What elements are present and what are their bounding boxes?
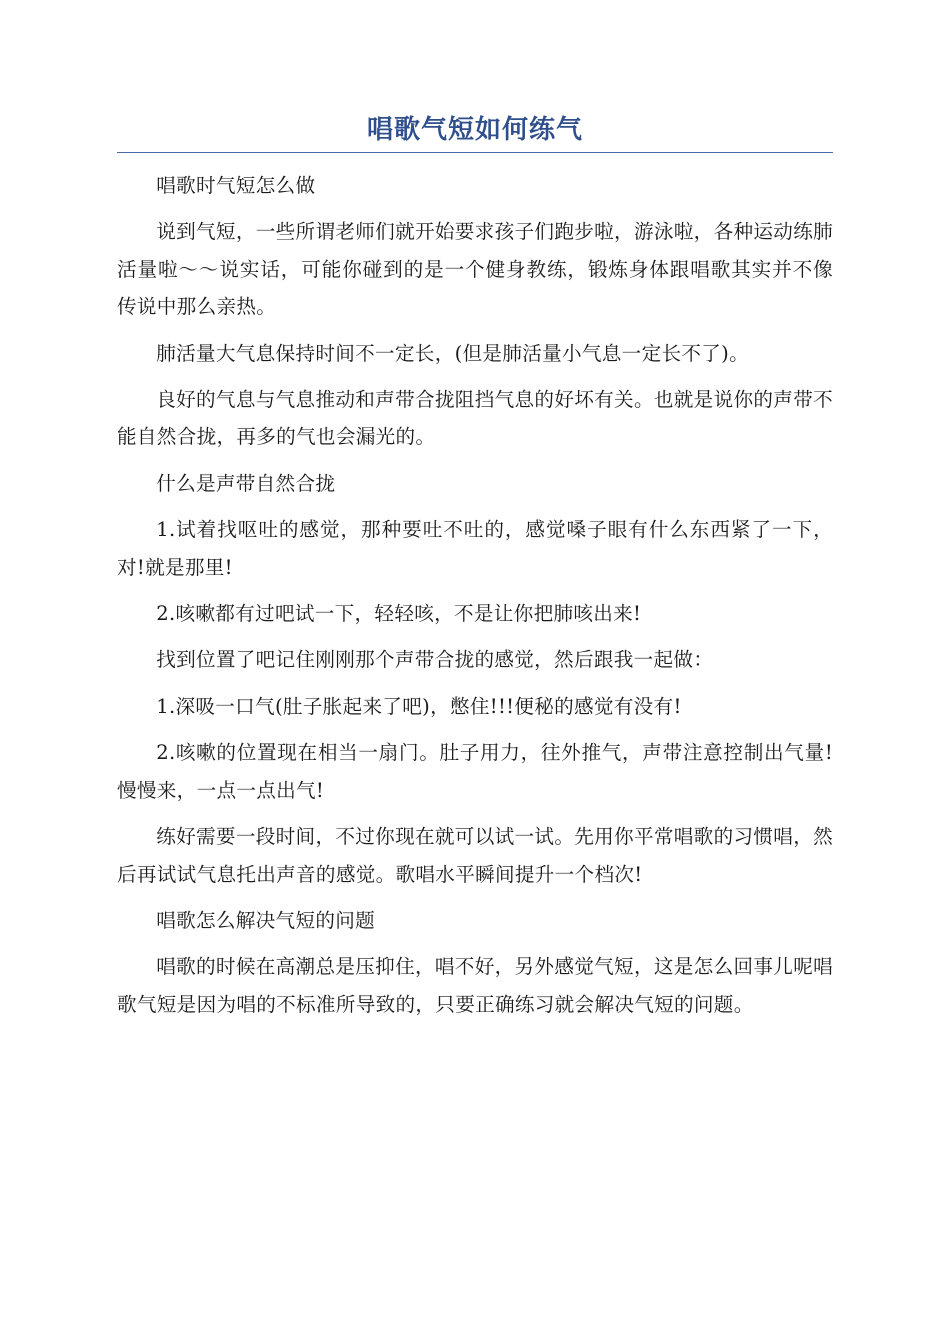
body-paragraph: 练好需要一段时间，不过你现在就可以试一试。先用你平常唱歌的习惯唱，然后再试试气息托出声音的感觉。歌唱水平瞬间提升一个档次! xyxy=(117,825,833,886)
list-item: 2.咳嗽都有过吧试一下，轻轻咳，不是让你把肺咳出来! xyxy=(156,602,642,626)
document-title: 唱歌气短如何练气 xyxy=(366,115,583,145)
body-paragraph: 找到位置了吧记住刚刚那个声带合拢的感觉，然后跟我一起做： xyxy=(156,648,714,672)
list-item: 1.试着找呕吐的感觉，那种要吐不吐的，感觉嗓子眼有什么东西紧了一下，对!就是那里! xyxy=(117,518,833,579)
list-item: 2.咳嗽的位置现在相当一扇门。肚子用力，往外推气，声带注意控制出气量!慢慢来，一点一点出气! xyxy=(117,741,833,802)
list-item: 1.深吸一口气(肚子胀起来了吧)，憋住!!!便秘的感觉有没有! xyxy=(156,694,682,718)
section-heading: 唱歌时气短怎么做 xyxy=(156,174,316,197)
body-paragraph: 肺活量大气息保持时间不一定长，(但是肺活量小气息一定长不了)。 xyxy=(156,341,749,365)
document-page xyxy=(117,110,833,1032)
section-heading: 唱歌怎么解决气短的问题 xyxy=(156,908,376,932)
body-paragraph: 说到气短，一些所谓老师们就开始要求孩子们跑步啦，游泳啦，各种运动练肺活量啦～～说实话，可能你碰到的是一个健身教练，锻炼身体跟唱歌其实并不像传说中那么亲热。 xyxy=(117,220,833,319)
body-paragraph: 唱歌的时候在高潮总是压抑住，唱不好，另外感觉气短，这是怎么回事儿呢唱歌气短是因为唱的不标准所导致的，只要正确练习就会解决气短的问题。 xyxy=(117,955,833,1016)
title-underline xyxy=(117,152,833,153)
section-heading: 什么是声带自然合拢 xyxy=(156,471,336,495)
body-paragraph: 良好的气息与气息推动和声带合拢阻挡气息的好坏有关。也就是说你的声带不能自然合拢，再多的气也会漏光的。 xyxy=(117,388,833,449)
